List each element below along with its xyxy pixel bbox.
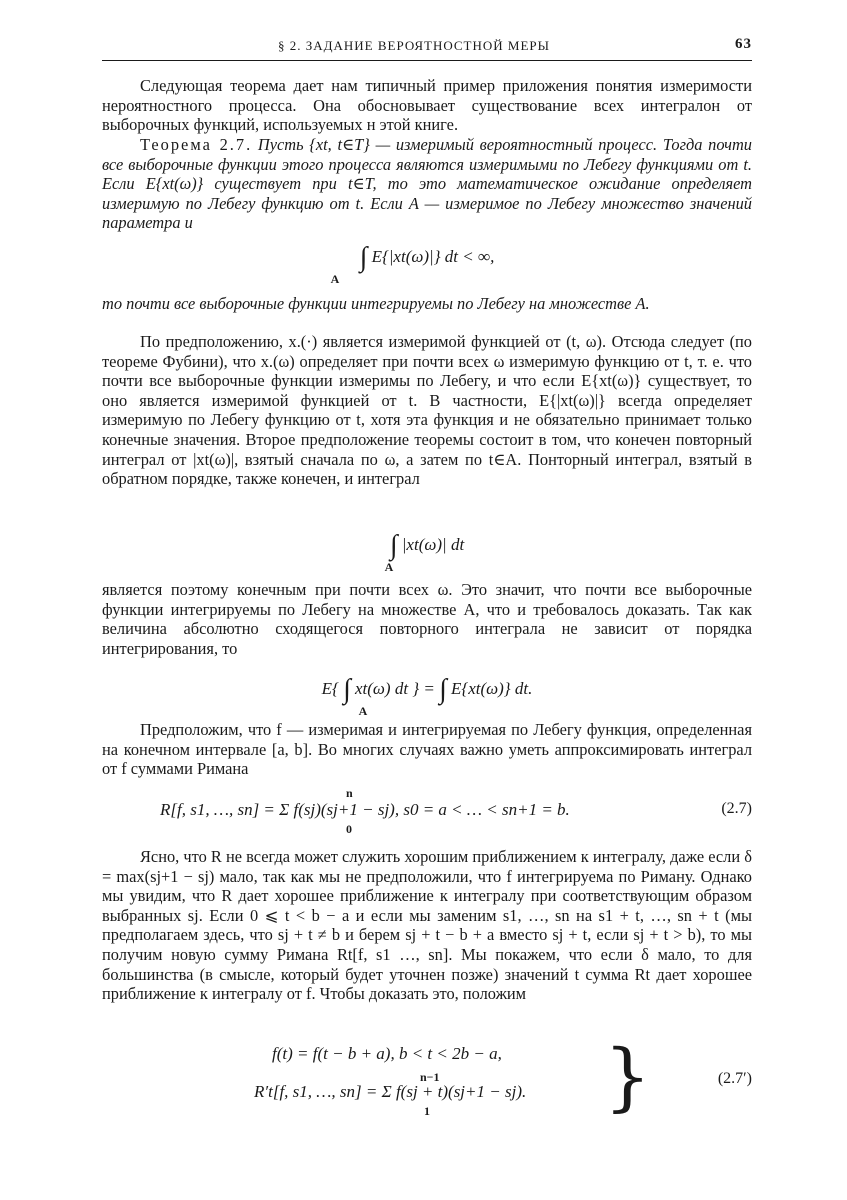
system-line-2: R′t[f, s1, …, sn] = Σ f(sj + t)(sj+1 − sj).	[254, 1082, 527, 1101]
formula-body: |xt(ω)| dt	[401, 535, 465, 554]
paragraph-proof: По предположению, x.(·) является измеримой функцией от (t, ω). Отсюда следует (по теореме Фубини), что x.(ω) определяет при почти всех ω измеримую функцию от t, т. е. что почти все выборочные функции измеримы по Лебегу, и что если E{xt(ω)} существует, то оно является измеримой функцией от t. В частности, E{|xt(ω)|} всегда определяет измеримую по Лебегу функцию от t, хотя эта функция и не обязательно принимает только конечные значения. Второе предположение теоремы состоит в том, что конечен повторный интеграл от |xt(ω)|, взятый сначала по ω, а затем по t∈A. Понторный интеграл, взятый в обратном порядке, также конечен, и интеграл	[102, 332, 752, 489]
formula-body: R[f, s1, …, sn] = Σ f(sj)(sj+1 − sj), s0 = a < … < sn+1 = b.	[160, 800, 570, 819]
equation-number: (2.7′)	[717, 1070, 752, 1087]
integral-sign: ∫	[439, 674, 447, 705]
equation-number: (2.7)	[721, 800, 752, 817]
paragraph-approximation: Ясно, что R не всегда может служить хорошим приближением к интегралу, даже если δ = max(sj+1 − sj) мало, так как мы не предположили, что f интегрируема по Риману. Однако мы увидим, что R дает хорошее приближение к интегралу при соответствующим образом выбранных sj. Если 0 ⩽ t < b − a и если мы заменим s1, …, sn на s1 + t, …, sn + t (мы предполагаем здесь, что sj + t ≠ b и берем sj + t − b + a вместо sj + t, если sj + t > b), то мы получим новую сумму Римана Rt[f, s1 …, sn]. Мы покажем, что если δ мало, то для большинства (в смысле, который будет уточнен позже) значений t сумма Rt дает хорошее приближение к интегралу от f. Чтобы доказать это, положим	[102, 847, 752, 1004]
integral-domain: A	[330, 272, 340, 286]
header-rule	[102, 60, 752, 61]
integral-domain: A	[358, 704, 368, 718]
integral-sign: ∫	[389, 530, 398, 561]
rhs-integrand: E{xt(ω)} dt.	[451, 679, 533, 698]
sum-lower-limit: 0	[346, 822, 352, 836]
theorem-block	[102, 135, 752, 233]
sum-upper-limit: n−1	[420, 1070, 440, 1084]
formula-riemann-sum	[102, 786, 752, 836]
integral-domain: A	[384, 560, 394, 574]
theorem-conclusion: то почти все выборочные функции интегрируемы по Лебегу на множестве A.	[102, 294, 650, 313]
sum-lower-limit: 1	[424, 1104, 430, 1118]
formula-expectation-integral	[102, 238, 752, 290]
section-title: § 2. ЗАДАНИЕ ВЕРОЯТНОСТНОЙ МЕРЫ	[278, 38, 550, 53]
theorem-label: Теорема 2.7.	[140, 135, 253, 154]
paragraph-intro: Следующая теорема дает нам типичный пример приложения понятия измеримости нероятностного процесса. Она обосновывает существование всех интегралон от выборочных функций, используемых н этой книге.	[102, 76, 752, 135]
expectation-close: } =	[412, 679, 440, 698]
page-number: 63	[735, 36, 752, 52]
integral-sign: ∫	[343, 674, 351, 705]
running-header	[102, 36, 752, 58]
integral-sign: ∫	[359, 242, 368, 273]
system-line-1: f(t) = f(t − b + a), b < t < 2b − a,	[272, 1044, 502, 1063]
paragraph-conclusion: является поэтому конечным при почти всех ω. Это значит, что почти все выборочные функции интегрируемы по Лебегу на множестве A, что и требовалось доказать. Так как величина абсолютно сходящегося повторного интеграла не зависит от порядка интегрирования, то	[102, 580, 752, 658]
inner-integrand: xt(ω) dt	[355, 679, 409, 698]
formula-body: E{|xt(ω)|} dt < ∞,	[371, 247, 495, 266]
formula-fubini	[102, 670, 752, 722]
expectation-open: E{	[321, 679, 339, 698]
paragraph-riemann: Предположим, что f — измеримая и интегрируемая по Лебегу функция, определенная на конечном интервале [a, b]. Во многих случаях важно уметь аппроксимировать интеграл от f суммами Римана	[102, 720, 752, 779]
formula-abs-integral	[102, 526, 752, 578]
theorem-statement: Пусть {xt, t∈T} — измеримый вероятностный процесс. Тогда почти все выборочные функции этого процесса являются измеримыми по Лебегу функциями от t. Если E{xt(ω)} существует при t∈T, то это математическое ожидание определяет измеримую по Лебегу функцию от t. Если A — измеримое по Лебегу множество значений параметра и	[102, 135, 752, 233]
sum-upper-limit: n	[346, 786, 353, 800]
right-brace: }	[604, 1034, 652, 1120]
